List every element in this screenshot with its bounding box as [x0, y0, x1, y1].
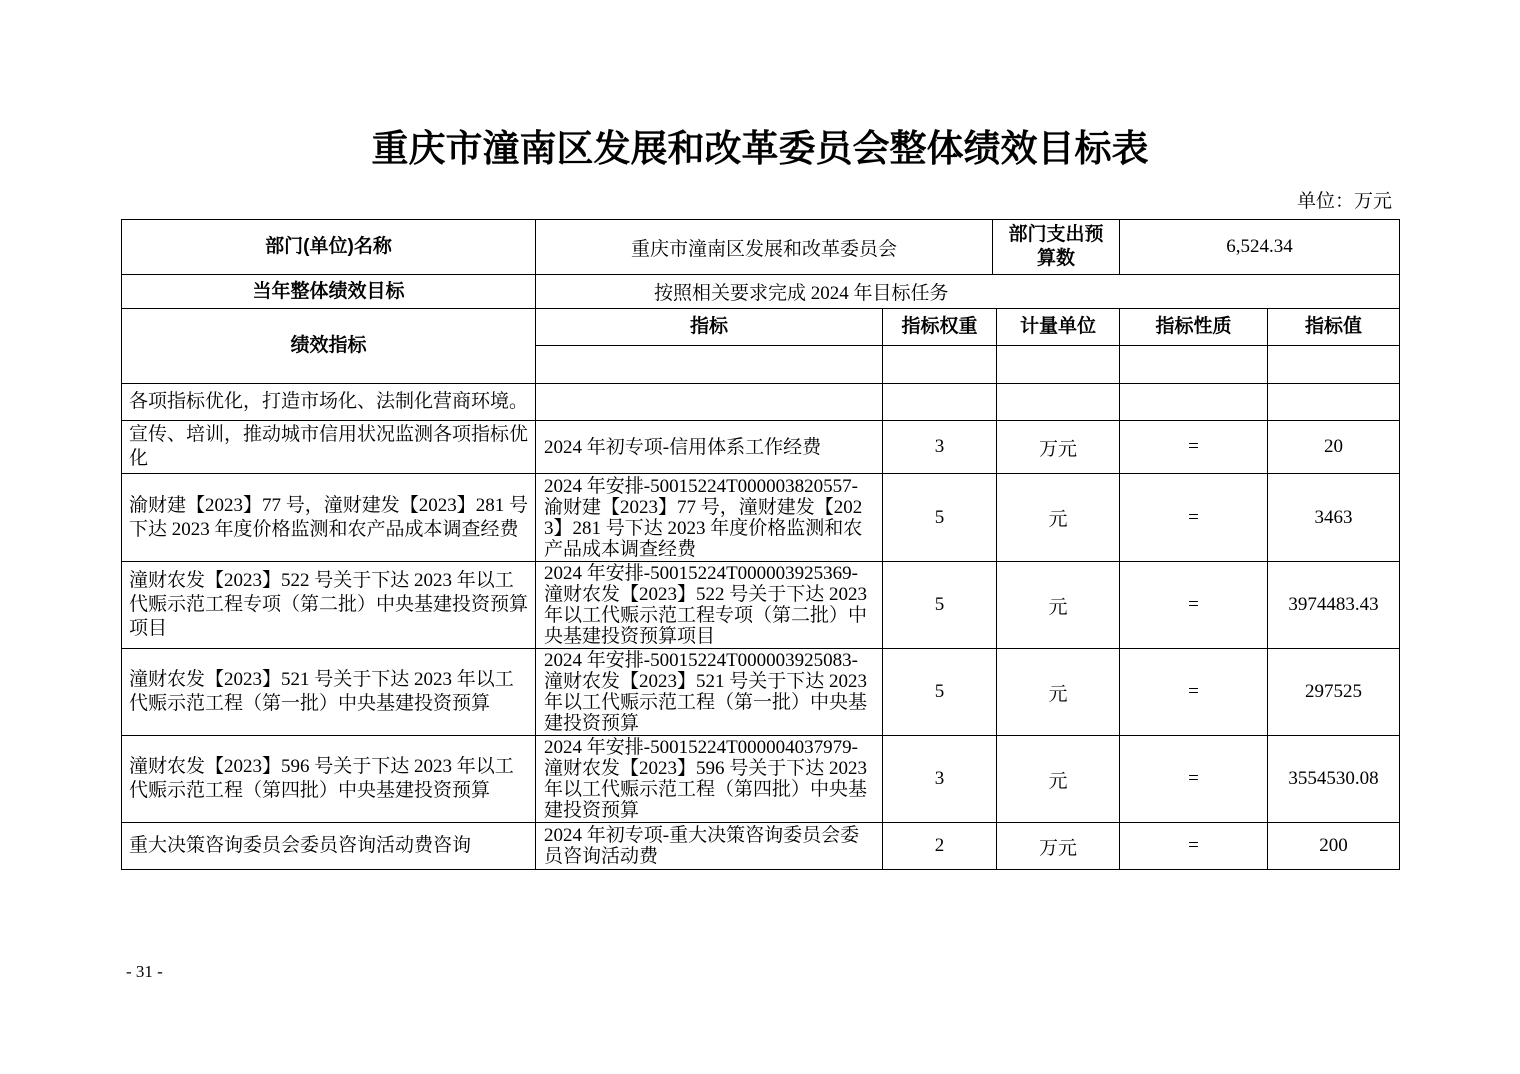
table-row-goal [122, 275, 1400, 309]
indicator-cell: 2024 年安排-50015224T000003820557-渝财建【2023】77 号，潼财建发【2023】281 号下达 2023 年度价格监测和农产品成本调查经费 [536, 474, 883, 562]
perf-cell: 潼财农发【2023】521 号关于下达 2023 年以工代赈示范工程（第一批）中央基建投资预算 [122, 649, 536, 736]
empty-cell [883, 346, 997, 384]
weight-cell: 5 [883, 562, 997, 649]
unit-cell: 元 [997, 649, 1120, 736]
perf-cell: 各项指标优化，打造市场化、法制化营商环境。 [122, 384, 536, 421]
dept-name-label: 部门(单位)名称 [122, 220, 536, 275]
perf-cell: 潼财农发【2023】522 号关于下达 2023 年以工代赈示范工程专项（第二批）中央基建投资预算项目 [122, 562, 536, 649]
empty-cell [1268, 346, 1400, 384]
indicator-cell: 2024 年初专项-信用体系工作经费 [536, 421, 883, 474]
table-row [122, 474, 1400, 562]
table-row [122, 649, 1400, 736]
table-header-row [122, 309, 1400, 384]
empty-cell [536, 346, 883, 384]
value-cell: 297525 [1268, 649, 1400, 736]
page-number: - 31 - [126, 962, 163, 981]
header-subgrid [536, 309, 1400, 384]
value-cell: 3554530.08 [1268, 736, 1400, 823]
col-header-perf: 绩效指标 [122, 309, 536, 384]
nature-cell: = [1120, 649, 1268, 736]
unit-cell: 万元 [997, 823, 1120, 870]
performance-target-table [121, 219, 1400, 870]
empty-cell [997, 346, 1120, 384]
annual-goal-value: 按照相关要求完成 2024 年目标任务 [536, 275, 1400, 309]
value-cell: 200 [1268, 823, 1400, 870]
value-cell: 3463 [1268, 474, 1400, 562]
nature-cell: = [1120, 562, 1268, 649]
col-header-nature: 指标性质 [1120, 309, 1268, 346]
unit-cell: 万元 [997, 421, 1120, 474]
perf-cell: 宣传、培训，推动城市信用状况监测各项指标优化 [122, 421, 536, 474]
dept-name-value: 重庆市潼南区发展和改革委员会 [536, 220, 993, 275]
value-cell: 20 [1268, 421, 1400, 474]
perf-cell: 渝财建【2023】77 号，潼财建发【2023】281 号下达 2023 年度价格监测和农产品成本调查经费 [122, 474, 536, 562]
table-row-dept [122, 220, 1400, 275]
nature-cell: = [1120, 421, 1268, 474]
unit-note: 单位：万元 [1296, 191, 1392, 212]
header-empty-row [536, 346, 1400, 384]
weight-cell: 5 [883, 474, 997, 562]
col-header-indicator: 指标 [536, 309, 883, 346]
col-header-unit: 计量单位 [997, 309, 1120, 346]
weight-cell: 3 [883, 736, 997, 823]
nature-cell: = [1120, 823, 1268, 870]
nature-cell: = [1120, 474, 1268, 562]
table-row [122, 736, 1400, 823]
unit-cell: 元 [997, 562, 1120, 649]
indicator-cell: 2024 年初专项-重大决策咨询委员会委员咨询活动费 [536, 823, 883, 870]
table-row [122, 384, 1400, 421]
indicator-cell [536, 384, 883, 421]
indicator-cell: 2024 年安排-50015224T000003925083-潼财农发【2023】521 号关于下达 2023 年以工代赈示范工程（第一批）中央基建投资预算 [536, 649, 883, 736]
nature-cell [1120, 384, 1268, 421]
weight-cell: 5 [883, 649, 997, 736]
unit-cell: 元 [997, 474, 1120, 562]
budget-value: 6,524.34 [1120, 220, 1400, 275]
page-title: 重庆市潼南区发展和改革委员会整体绩效目标表 [371, 129, 1149, 170]
unit-cell: 元 [997, 736, 1120, 823]
col-header-value: 指标值 [1268, 309, 1400, 346]
weight-cell [883, 384, 997, 421]
unit-cell [997, 384, 1120, 421]
budget-label: 部门支出预算数 [993, 220, 1120, 275]
col-header-weight: 指标权重 [883, 309, 997, 346]
weight-cell: 3 [883, 421, 997, 474]
value-cell [1268, 384, 1400, 421]
weight-cell: 2 [883, 823, 997, 870]
value-cell: 3974483.43 [1268, 562, 1400, 649]
perf-cell: 重大决策咨询委员会委员咨询活动费咨询 [122, 823, 536, 870]
indicator-cell: 2024 年安排-50015224T000004037979-潼财农发【2023】596 号关于下达 2023 年以工代赈示范工程（第四批）中央基建投资预算 [536, 736, 883, 823]
indicator-cell: 2024 年安排-50015224T000003925369-潼财农发【2023】522 号关于下达 2023 年以工代赈示范工程专项（第二批）中央基建投资预算项目 [536, 562, 883, 649]
perf-cell: 潼财农发【2023】596 号关于下达 2023 年以工代赈示范工程（第四批）中央基建投资预算 [122, 736, 536, 823]
table-row [122, 823, 1400, 870]
table-row [122, 421, 1400, 474]
empty-cell [1120, 346, 1268, 384]
table-row [122, 562, 1400, 649]
nature-cell: = [1120, 736, 1268, 823]
header-labels-row [536, 309, 1400, 346]
annual-goal-label: 当年整体绩效目标 [122, 275, 536, 309]
